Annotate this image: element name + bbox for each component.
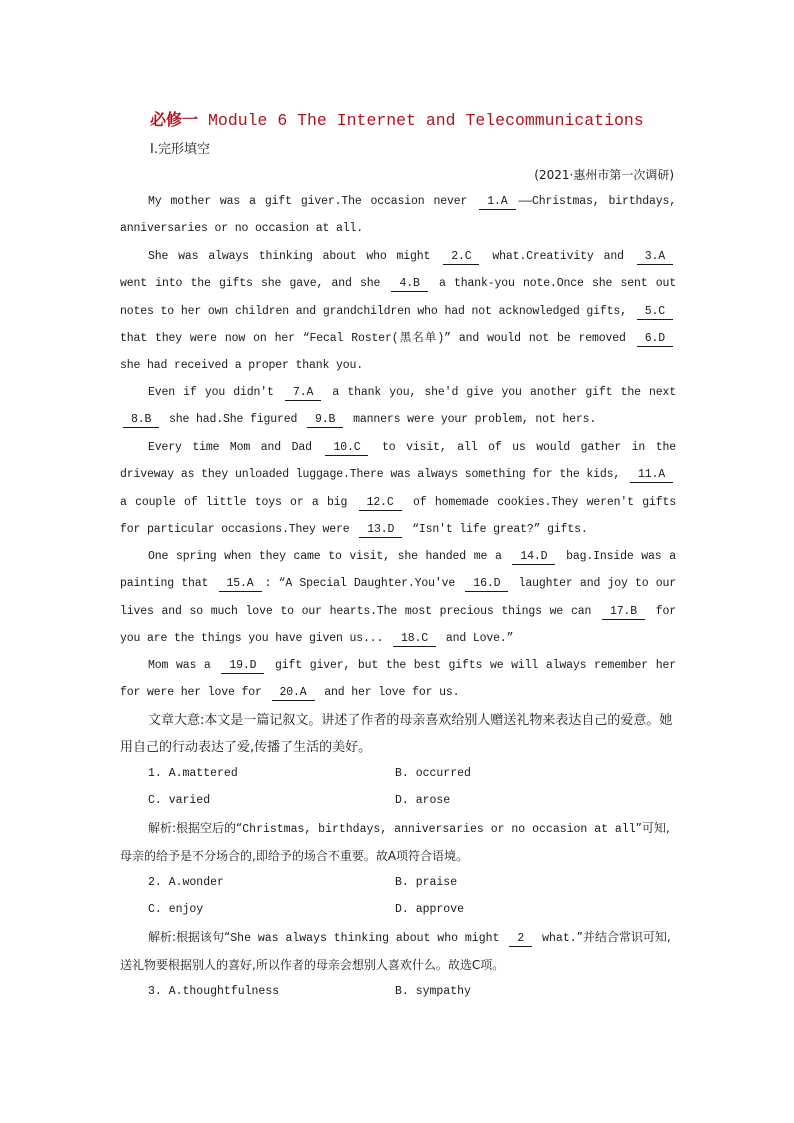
answer-blank: 15.A <box>219 576 262 592</box>
answer-blank: 19.D <box>221 658 264 674</box>
passage-paragraph-6: Mom was a 19.D gift giver, but the best gifts we will always remember her for were her love for 20.A and her love for us. <box>120 659 676 700</box>
answer-blank: 4.B <box>391 276 427 292</box>
answer-blank: 13.D <box>359 522 402 538</box>
q2-explanation: 解析:根据该句“She was always thinking about who might 2 what.”并结合常识可知,送礼物要根据别人的喜好,所以作者的母亲会想别人喜欢什么。故选C项。 <box>120 930 671 972</box>
answer-blank: 10.C <box>325 440 368 456</box>
answer-blank: 7.A <box>285 385 321 401</box>
page-title <box>150 107 644 130</box>
source-note: (2021·惠州市第一次调研) <box>534 168 674 182</box>
answer-blank: 12.C <box>359 495 402 511</box>
answer-blank: 8.B <box>123 412 159 428</box>
passage-paragraph-4: Every time Mom and Dad 10.C to visit, all of us would gather in the driveway as they unloaded luggage.There was always something for the kids, 11.A a couple of little toys or a big 12.C of homemade cookies.They weren't gifts for particular occasions.They were 13.D “Isn't life great?” gifts. <box>120 441 677 536</box>
q1-option-c: C. varied <box>148 794 211 807</box>
q2-option-b: B. praise <box>395 876 458 889</box>
answer-blank: 16.D <box>465 576 508 592</box>
section-heading: Ⅰ.完形填空 <box>150 142 210 157</box>
q1-option-b: B. occurred <box>395 767 471 780</box>
answer-blank: 9.B <box>307 412 343 428</box>
q1-option-a: 1. A.mattered <box>148 767 238 780</box>
answer-blank: 2 <box>509 931 532 947</box>
q2-option-d: D. approve <box>395 903 465 916</box>
answer-blank: 20.A <box>272 685 315 701</box>
q2-option-a: 2. A.wonder <box>148 876 224 889</box>
q3-option-a: 3. A.thoughtfulness <box>148 985 280 998</box>
passage-paragraph-1: My mother was a gift giver.The occasion never 1.A ——Christmas, birthdays, anniversaries or no occasion at all. <box>120 195 676 236</box>
answer-blank: 11.A <box>630 467 673 483</box>
answer-blank: 6.D <box>637 331 673 347</box>
title-chinese: 必修一 <box>150 110 199 129</box>
passage-paragraph-5: One spring when they came to visit, she handed me a 14.D bag.Inside was a painting that 15.A : “A Special Daughter.You've 16.D laughter and joy to our lives and so much love to our hearts.The most precious things we can 17.B for you are the things you have given us... 18.C and Love.” <box>120 550 676 645</box>
answer-blank: 14.D <box>512 549 555 565</box>
answer-blank: 3.A <box>637 249 673 265</box>
answer-blank: 17.B <box>602 604 645 620</box>
answer-blank: 18.C <box>393 631 436 647</box>
q1-explanation: 解析:根据空后的“Christmas, birthdays, anniversaries or no occasion at all”可知,母亲的给予是不分场合的,即给予的场合不重要。故A项符合语境。 <box>120 821 670 863</box>
answer-blank: 5.C <box>637 304 673 320</box>
q1-option-d: D. arose <box>395 794 451 807</box>
q3-option-b: B. sympathy <box>395 985 471 998</box>
answer-blank: 2.C <box>443 249 479 265</box>
title-english: Module 6 The Internet and Telecommunications <box>208 111 644 130</box>
passage-paragraph-2: She was always thinking about who might 2.C what.Creativity and 3.A went into the gifts she gave, and she 4.B a thank-you note.Once she sent out notes to her own children and grandchildren who had not acknowledged gifts, 5.C that they were now on her “Fecal Roster(黑名单)” and would not be removed 6.D she had received a proper thank you. <box>120 250 676 373</box>
article-summary: 文章大意:本文是一篇记叙文。讲述了作者的母亲喜欢给别人赠送礼物来表达自己的爱意。她用自己的行动表达了爱,传播了生活的美好。 <box>120 713 673 755</box>
q2-option-c: C. enjoy <box>148 903 204 916</box>
answer-blank: 1.A <box>479 194 515 210</box>
passage-paragraph-3: Even if you didn't 7.A a thank you, she'd give you another gift the next 8.B she had.She figured 9.B manners were your problem, not hers. <box>120 379 676 434</box>
